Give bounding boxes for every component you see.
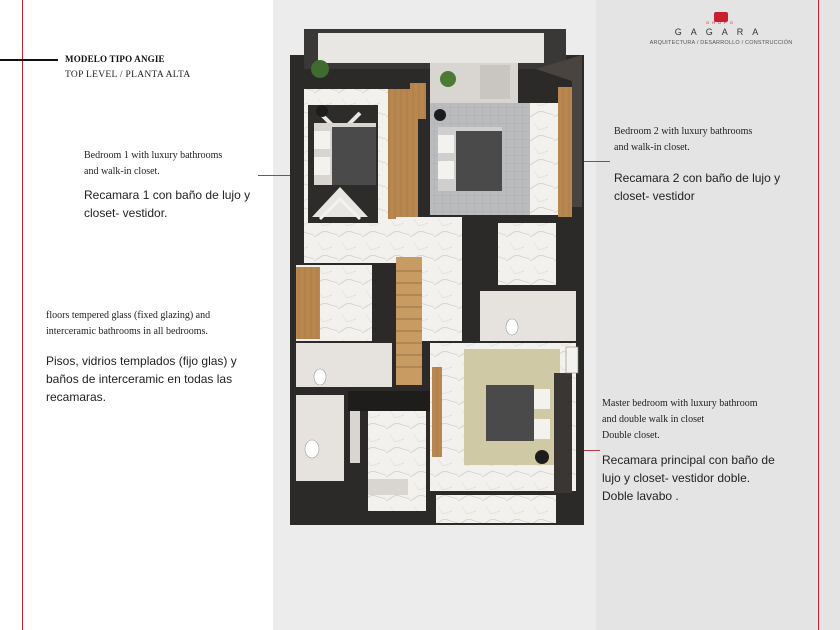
right-accent-line	[818, 0, 819, 630]
left-accent-line	[22, 0, 23, 630]
note-line: and double walk in closet	[602, 414, 705, 425]
gagara-logo	[636, 18, 806, 52]
bedroom2-note-en	[614, 124, 752, 156]
note-line: Pisos, vidrios templados (fijo glas) y	[46, 354, 237, 368]
note-line: recamaras.	[46, 390, 107, 404]
note-line: Doble lavabo .	[602, 489, 679, 503]
note-line: closet- vestidor.	[84, 206, 168, 220]
model-title: MODELO TIPO ANGIE	[65, 54, 165, 64]
floors-note-en	[46, 308, 210, 340]
note-line: and walk-in closet.	[84, 166, 160, 177]
note-line: baños de interceramic en todas las	[46, 372, 233, 386]
note-line: Bedroom 1 with luxury bathrooms	[84, 150, 223, 161]
logo-grupo: GRUPO	[706, 20, 736, 25]
note-line: Bedroom 2 with luxury bathrooms	[614, 126, 753, 137]
bedroom1-note-es	[84, 186, 250, 222]
note-line: Master bedroom with luxury bathroom	[602, 398, 758, 409]
bedroom2-note-es	[614, 169, 780, 205]
bedroom1-note-en	[84, 148, 222, 180]
model-subtitle: TOP LEVEL / PLANTA ALTA	[65, 70, 191, 80]
note-line: Double closet.	[602, 430, 660, 441]
note-line: floors tempered glass (fixed glazing) and	[46, 310, 211, 321]
master-note-es	[602, 451, 775, 505]
master-note-en	[602, 396, 758, 444]
floor-plan-image	[290, 27, 584, 525]
note-line: interceramic bathrooms in all bedrooms.	[46, 326, 208, 337]
note-line: closet- vestidor	[614, 189, 695, 203]
title-rule	[0, 59, 58, 61]
note-line: and walk-in closet.	[614, 142, 690, 153]
note-line: Recamara principal con baño de	[602, 453, 775, 467]
note-line: lujo y closet- vestidor doble.	[602, 471, 751, 485]
logo-name: GAGARA	[674, 27, 768, 37]
logo-tagline: ARQUITECTURA / DESARROLLO / CONSTRUCCIÓN	[649, 40, 793, 46]
floors-note-es	[46, 352, 237, 406]
note-line: Recamara 2 con baño de lujo y	[614, 171, 781, 185]
right-panel	[596, 0, 840, 630]
note-line: Recamara 1 con baño de lujo y	[84, 188, 251, 202]
